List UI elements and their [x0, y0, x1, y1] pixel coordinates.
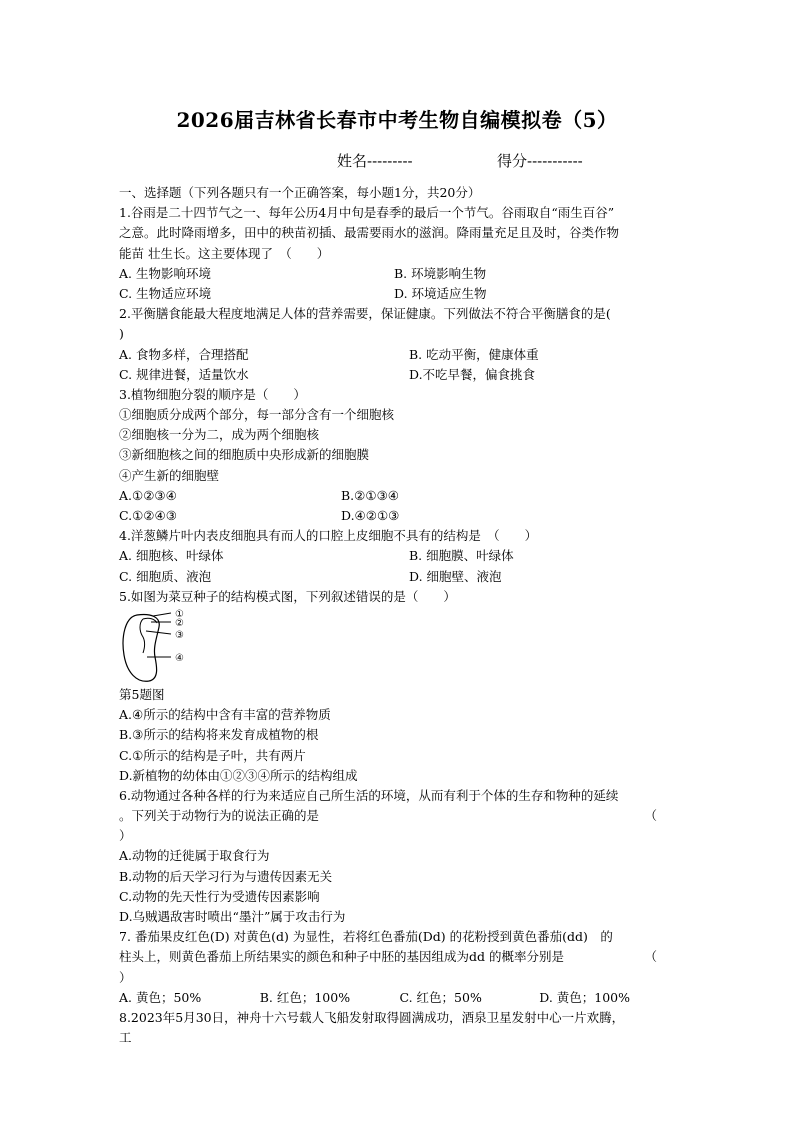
- question-6-line-3: ）: [119, 828, 132, 844]
- option-d: D.乌贼遇敌害时喷出“墨汁”属于攻击行为: [119, 909, 346, 924]
- option-b: B.动物的后天学习行为与遗传因素无关: [119, 868, 333, 884]
- question-8-line-2: 工: [119, 1030, 132, 1046]
- question-7-options: [119, 988, 679, 1008]
- question-3-statement-4: ④产生新的细胞壁: [119, 467, 220, 483]
- option-a: A. 生物影响环境: [119, 265, 211, 281]
- question-8-line-1: 8.2023年5月30日，神舟十六号载人飞船发射取得圆满成功，酒泉卫星发射中心一片欢腾，: [119, 1009, 625, 1025]
- option-a: A. 细胞核、叶绿体: [119, 548, 224, 564]
- option-b: B. 环境影响生物: [394, 265, 487, 281]
- option-d: D. 黄色；100%: [539, 989, 631, 1005]
- bean-seed-figure: [119, 607, 679, 685]
- question-3-statement-2: ②细胞核一分为二，成为两个细胞核: [119, 427, 320, 443]
- section-heading: 一、选择题（下列各题只有一个正确答案，每小题1分，共20分）: [119, 185, 481, 200]
- question-1-options-cd: [119, 284, 679, 304]
- option-b: B. 吃动平衡，健康体重: [409, 346, 539, 362]
- name-field: 姓名---------: [337, 152, 413, 170]
- question-6-line-2-text: 。下列关于动物行为的说法正确的是: [119, 808, 320, 824]
- question-6-line-2: [119, 806, 679, 826]
- question-7-line-3: ）: [119, 969, 132, 985]
- option-a: A.动物的迁徙属于取食行为: [119, 848, 270, 864]
- option-c: C. 细胞质、液泡: [119, 568, 212, 584]
- question-3-options-ab: [119, 486, 679, 506]
- option-d: D.新植物的幼体由①②③④所示的结构组成: [119, 767, 358, 783]
- question-4-line-1: 4.洋葱鳞片叶内表皮细胞具有而人的口腔上皮细胞不具有的结构是 （ ）: [119, 528, 538, 544]
- question-1-line-3: 能苗 壮生长。这主要体现了 （ ）: [119, 245, 330, 261]
- question-4-options-cd: [119, 567, 679, 587]
- fig-label-3: ③: [175, 629, 184, 641]
- option-c: C.动物的先天性行为受遗传因素影响: [119, 888, 320, 904]
- option-b: B.③所示的结构将来发育成植物的根: [119, 727, 319, 743]
- question-7-line-2: [119, 947, 679, 967]
- question-4-options-ab: [119, 546, 679, 566]
- option-a: A. 食物多样，合理搭配: [119, 346, 249, 362]
- option-d: D.④②①③: [341, 508, 400, 523]
- option-c: C.①②④③: [119, 508, 177, 523]
- question-7-line-2-text: 柱头上，则黄色番茄上所结果实的颜色和种子中胚的基因组成为dd 的概率分别是: [119, 949, 564, 965]
- question-5-line-1: 5.如图为菜豆种子的结构模式图，下列叙述错误的是（ ）: [119, 588, 456, 604]
- option-d: D.不吃早餐，偏食挑食: [409, 366, 536, 382]
- bean-seed-diagram: [119, 607, 199, 685]
- question-3-line-1: 3.植物细胞分裂的顺序是（ ）: [119, 386, 306, 402]
- question-3-statement-3: ③新细胞核之间的细胞质中央形成新的细胞膜: [119, 447, 370, 463]
- score-field: 得分-----------: [497, 152, 583, 170]
- option-b: B.②①③④: [341, 487, 399, 503]
- option-b: B. 红色；100%: [259, 989, 351, 1005]
- option-c: C. 红色；50%: [399, 989, 482, 1005]
- exam-title: 2026届吉林省长春市中考生物自编模拟卷（5）: [176, 108, 618, 132]
- option-d: D. 细胞壁、液泡: [409, 568, 502, 584]
- fig-label-2: ②: [175, 617, 184, 629]
- option-a: A.①②③④: [119, 487, 177, 503]
- question-3-options-cd: [119, 506, 679, 526]
- fig-label-1: ①: [175, 608, 184, 620]
- option-c: C.①所示的结构是子叶，共有两片: [119, 747, 306, 763]
- question-7-paren-open: （: [644, 949, 657, 965]
- figure-caption: 第5题图: [119, 686, 165, 702]
- option-c: C. 生物适应环境: [119, 285, 212, 301]
- option-c: C. 规律进餐，适量饮水: [119, 366, 249, 382]
- option-a: A.④所示的结构中含有丰富的营养物质: [119, 707, 331, 723]
- question-6-paren-open: （: [644, 808, 657, 824]
- fig-label-4: ④: [175, 652, 184, 664]
- option-a: A. 黄色；50%: [119, 989, 202, 1005]
- question-2-options-cd: [119, 365, 679, 385]
- question-1-options-ab: [119, 264, 679, 284]
- question-3-statement-1: ①细胞质分成两个部分，每一部分含有一个细胞核: [119, 407, 395, 423]
- question-list: [119, 183, 679, 1048]
- question-2-options-ab: [119, 345, 679, 365]
- question-6-line-1: 6.动物通过各种各样的行为来适应自己所生活的环境，从而有利于个体的生存和物种的延续: [119, 787, 619, 803]
- option-d: D. 环境适应生物: [394, 285, 487, 301]
- question-1-line-2: 之意。此时降雨增多，田中的秧苗初插、最需要雨水的滋润。降雨量充足且及时，谷类作物: [119, 225, 620, 241]
- question-7-line-1: 7. 番茄果皮红色(D) 对黄色(d) 为显性，若将红色番茄(Dd) 的花粉授到黄色番茄(dd) 的: [119, 929, 613, 945]
- question-2-line-2: ): [119, 326, 124, 342]
- question-1-line-1: 1.谷雨是二十四节气之一、每年公历4月中旬是春季的最后一个节气。谷雨取自“雨生百谷”: [119, 205, 615, 221]
- option-b: B. 细胞膜、叶绿体: [409, 548, 514, 564]
- question-2-line-1: 2.平衡膳食能最大程度地满足人体的营养需要，保证健康。下列做法不符合平衡膳食的是(: [119, 306, 611, 322]
